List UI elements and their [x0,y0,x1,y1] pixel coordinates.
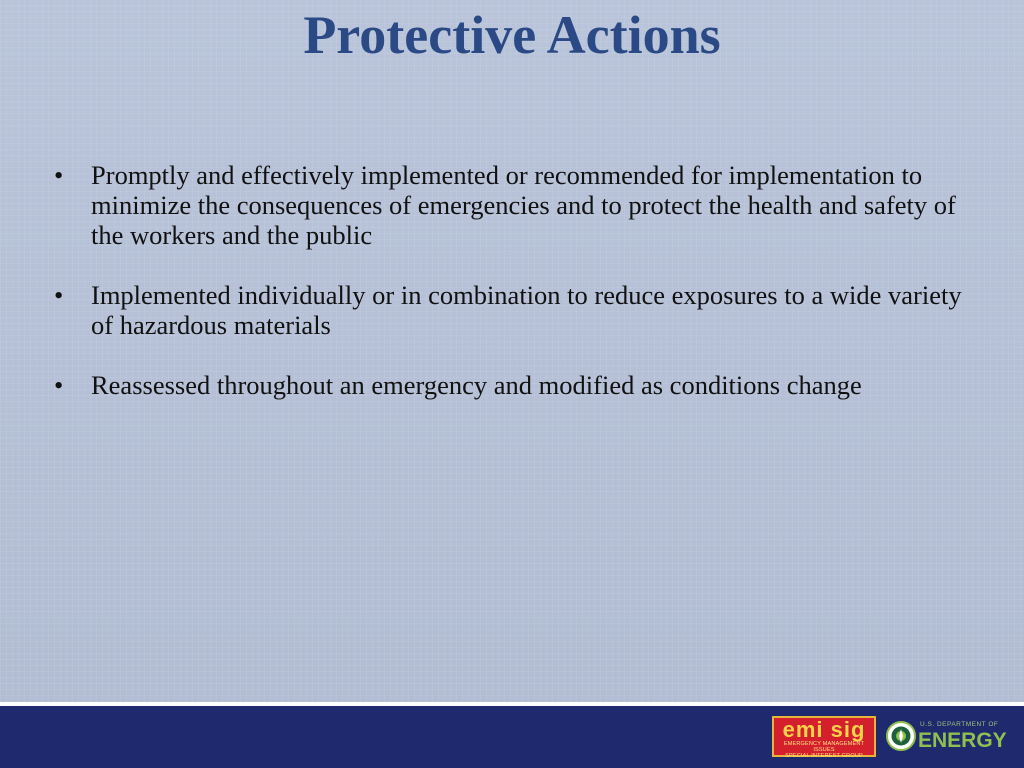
emi-sig-logo [772,716,876,757]
bullet-marker: • [54,370,64,400]
doe-logo-small-text: U.S. DEPARTMENT OF [920,721,999,728]
doe-seal-icon [886,721,916,751]
bullet-list [50,160,970,430]
doe-logo-wordmark: ENERGY [918,729,1007,752]
bullet-marker: • [54,280,64,310]
bullet-marker: • [54,160,64,190]
bullet-text: Implemented individually or in combination to reduce exposures to a wide variety of hazardous materials [91,280,962,340]
bullet-item [50,160,970,250]
bullet-item [50,370,970,400]
bullet-item [50,280,970,340]
footer-band [0,706,1024,768]
emi-sig-logo-line2: SPECIAL INTEREST GROUP [785,753,863,759]
emi-sig-logo-main: emi sig [782,717,866,742]
emi-sig-logo-line1: EMERGENCY MANAGEMENT ISSUES [783,741,865,753]
slide-title: Protective Actions [303,5,721,65]
bullet-text: Reassessed throughout an emergency and modified as conditions change [91,370,862,400]
bullet-text: Promptly and effectively implemented or recommended for implementation to minimize the consequences of emergencies and to protect the health and safety of the workers and the public [91,160,956,250]
